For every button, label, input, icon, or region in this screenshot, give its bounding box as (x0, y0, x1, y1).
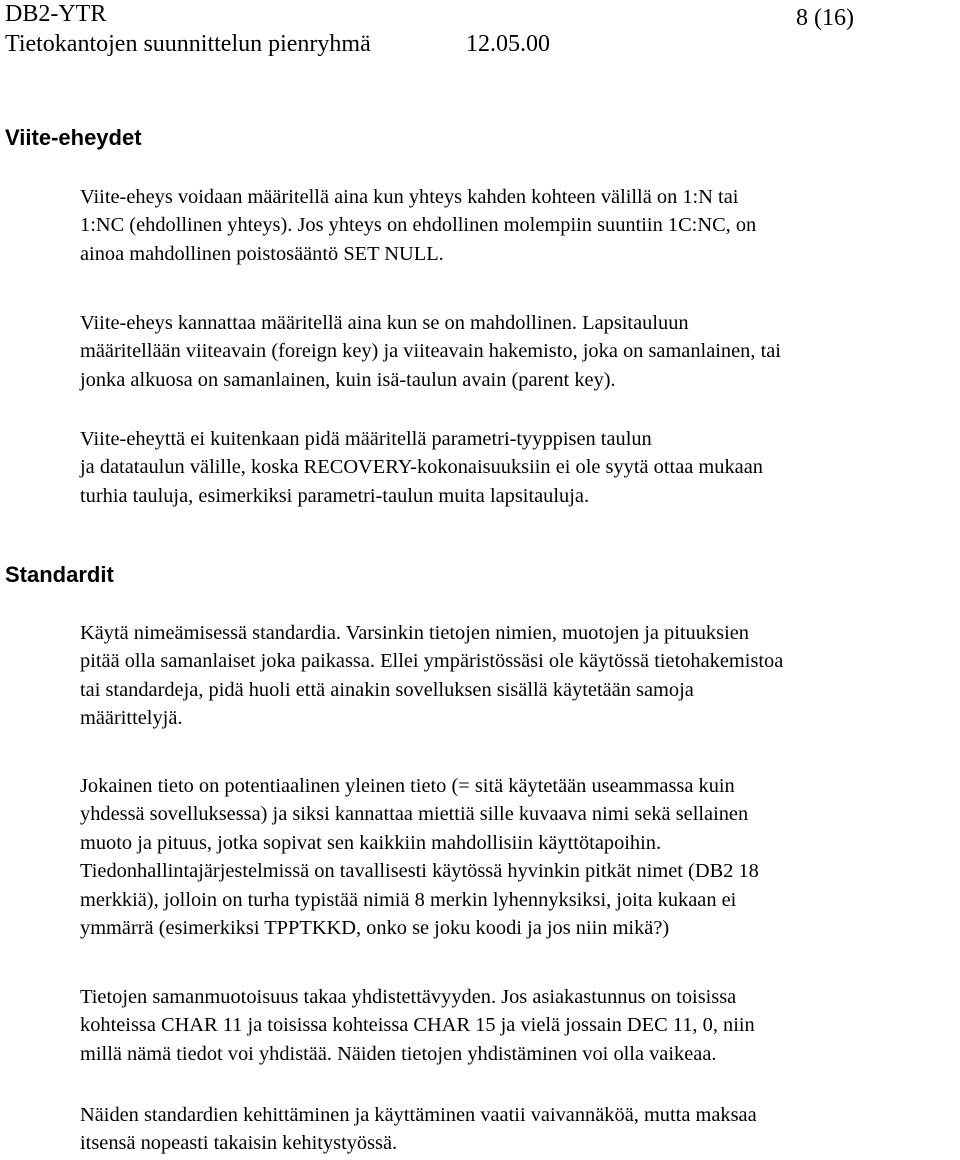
paragraph-line: määrittelyjä. (80, 707, 183, 730)
paragraph (80, 425, 952, 510)
paragraph-line: määritellään viiteavain (foreign key) ja viiteavain hakemisto, joka on samanlainen, tai (80, 340, 781, 363)
paragraph-line: kohteissa CHAR 11 ja toisissa kohteissa CHAR 15 ja vielä jossain DEC 11, 0, niin (80, 1014, 755, 1037)
paragraph-line: jonka alkuosa on samanlainen, kuin isä-taulun avain (parent key). (80, 368, 616, 391)
paragraph-line: Käytä nimeämisessä standardia. Varsinkin tietojen nimien, muotojen ja pituuksien (80, 622, 749, 644)
header-date: 12.05.00 (466, 31, 550, 57)
paragraph-line: Viite-eheys kannattaa määritellä aina kun se on mahdollinen. Lapsitauluun (80, 312, 689, 334)
paragraph-line: itsensä nopeasti takaisin kehitystyössä. (80, 1132, 398, 1155)
paragraph-line: 1:NC (ehdollinen yhteys). Jos yhteys on ehdollinen molempiin suuntiin 1C:NC, on (80, 214, 757, 237)
paragraph-line: Viite-eheyttä ei kuitenkaan pidä määritellä parametri-tyyppisen taulun (80, 428, 652, 450)
paragraph (80, 1101, 952, 1158)
paragraph-line: turhia tauluja, esimerkiksi parametri-taulun muita lapsitauluja. (80, 484, 590, 507)
section-heading-viite-eheydet: Viite-eheydet (5, 125, 142, 150)
paragraph (80, 309, 952, 394)
paragraph (80, 983, 952, 1068)
paragraph-line: Viite-eheys voidaan määritellä aina kun yhteys kahden kohteen välillä on 1:N tai (80, 186, 739, 208)
paragraph-line: millä nämä tiedot voi yhdistää. Näiden tietojen yhdistäminen voi olla vaikeaa. (80, 1042, 717, 1065)
paragraph-line: Tiedonhallintajärjestelmissä on tavallisesti käytössä hyvinkin pitkät nimet (DB2 18 (80, 860, 759, 883)
paragraph-line: Tietojen samanmuotoisuus takaa yhdistettävyyden. Jos asiakastunnus on toisissa (80, 986, 737, 1008)
paragraph (80, 619, 952, 733)
paragraph-line: ja datataulun välille, koska RECOVERY-kokonaisuuksiin ei ole syytä ottaa mukaan (80, 456, 763, 479)
paragraph-line: Näiden standardien kehittäminen ja käyttäminen vaatii vaivannäköä, mutta maksaa (80, 1104, 757, 1126)
paragraph-line: merkkiä), jolloin on turha typistää nimiä 8 merkin lyhennyksiksi, joita kukaan ei (80, 888, 737, 911)
paragraph (80, 772, 952, 942)
paragraph-line: ymmärrä (esimerkiksi TPPTKKD, onko se joku koodi ja jos niin mikä?) (80, 917, 670, 940)
paragraph-line: tai standardeja, pidä huoli että ainakin sovelluksen sisällä käytetään samoja (80, 678, 694, 701)
paragraph-line: ainoa mahdollinen poistosääntö SET NULL. (80, 242, 444, 265)
section-heading-standardit: Standardit (5, 562, 114, 587)
paragraph-line: Jokainen tieto on potentiaalinen yleinen tieto (= sitä käytetään useammassa kuin (80, 775, 735, 797)
paragraph-line: pitää olla samanlaiset joka paikassa. Ellei ympäristössäsi ole käytössä tietohakemistoa (80, 650, 784, 673)
paragraph-line: muoto ja pituus, jotka sopivat sen kaikkiin mahdollisiin käyttötapoihin. (80, 831, 662, 854)
header-doc-code: DB2-YTR (5, 1, 107, 27)
paragraph-line: yhdessä sovelluksessa) ja siksi kannattaa miettiä sille kuvaava nimi sekä sellainen (80, 803, 749, 826)
paragraph (80, 183, 952, 268)
header-group-name: Tietokantojen suunnittelun pienryhmä (5, 31, 371, 57)
header-page-number: 8 (16) (796, 5, 854, 31)
